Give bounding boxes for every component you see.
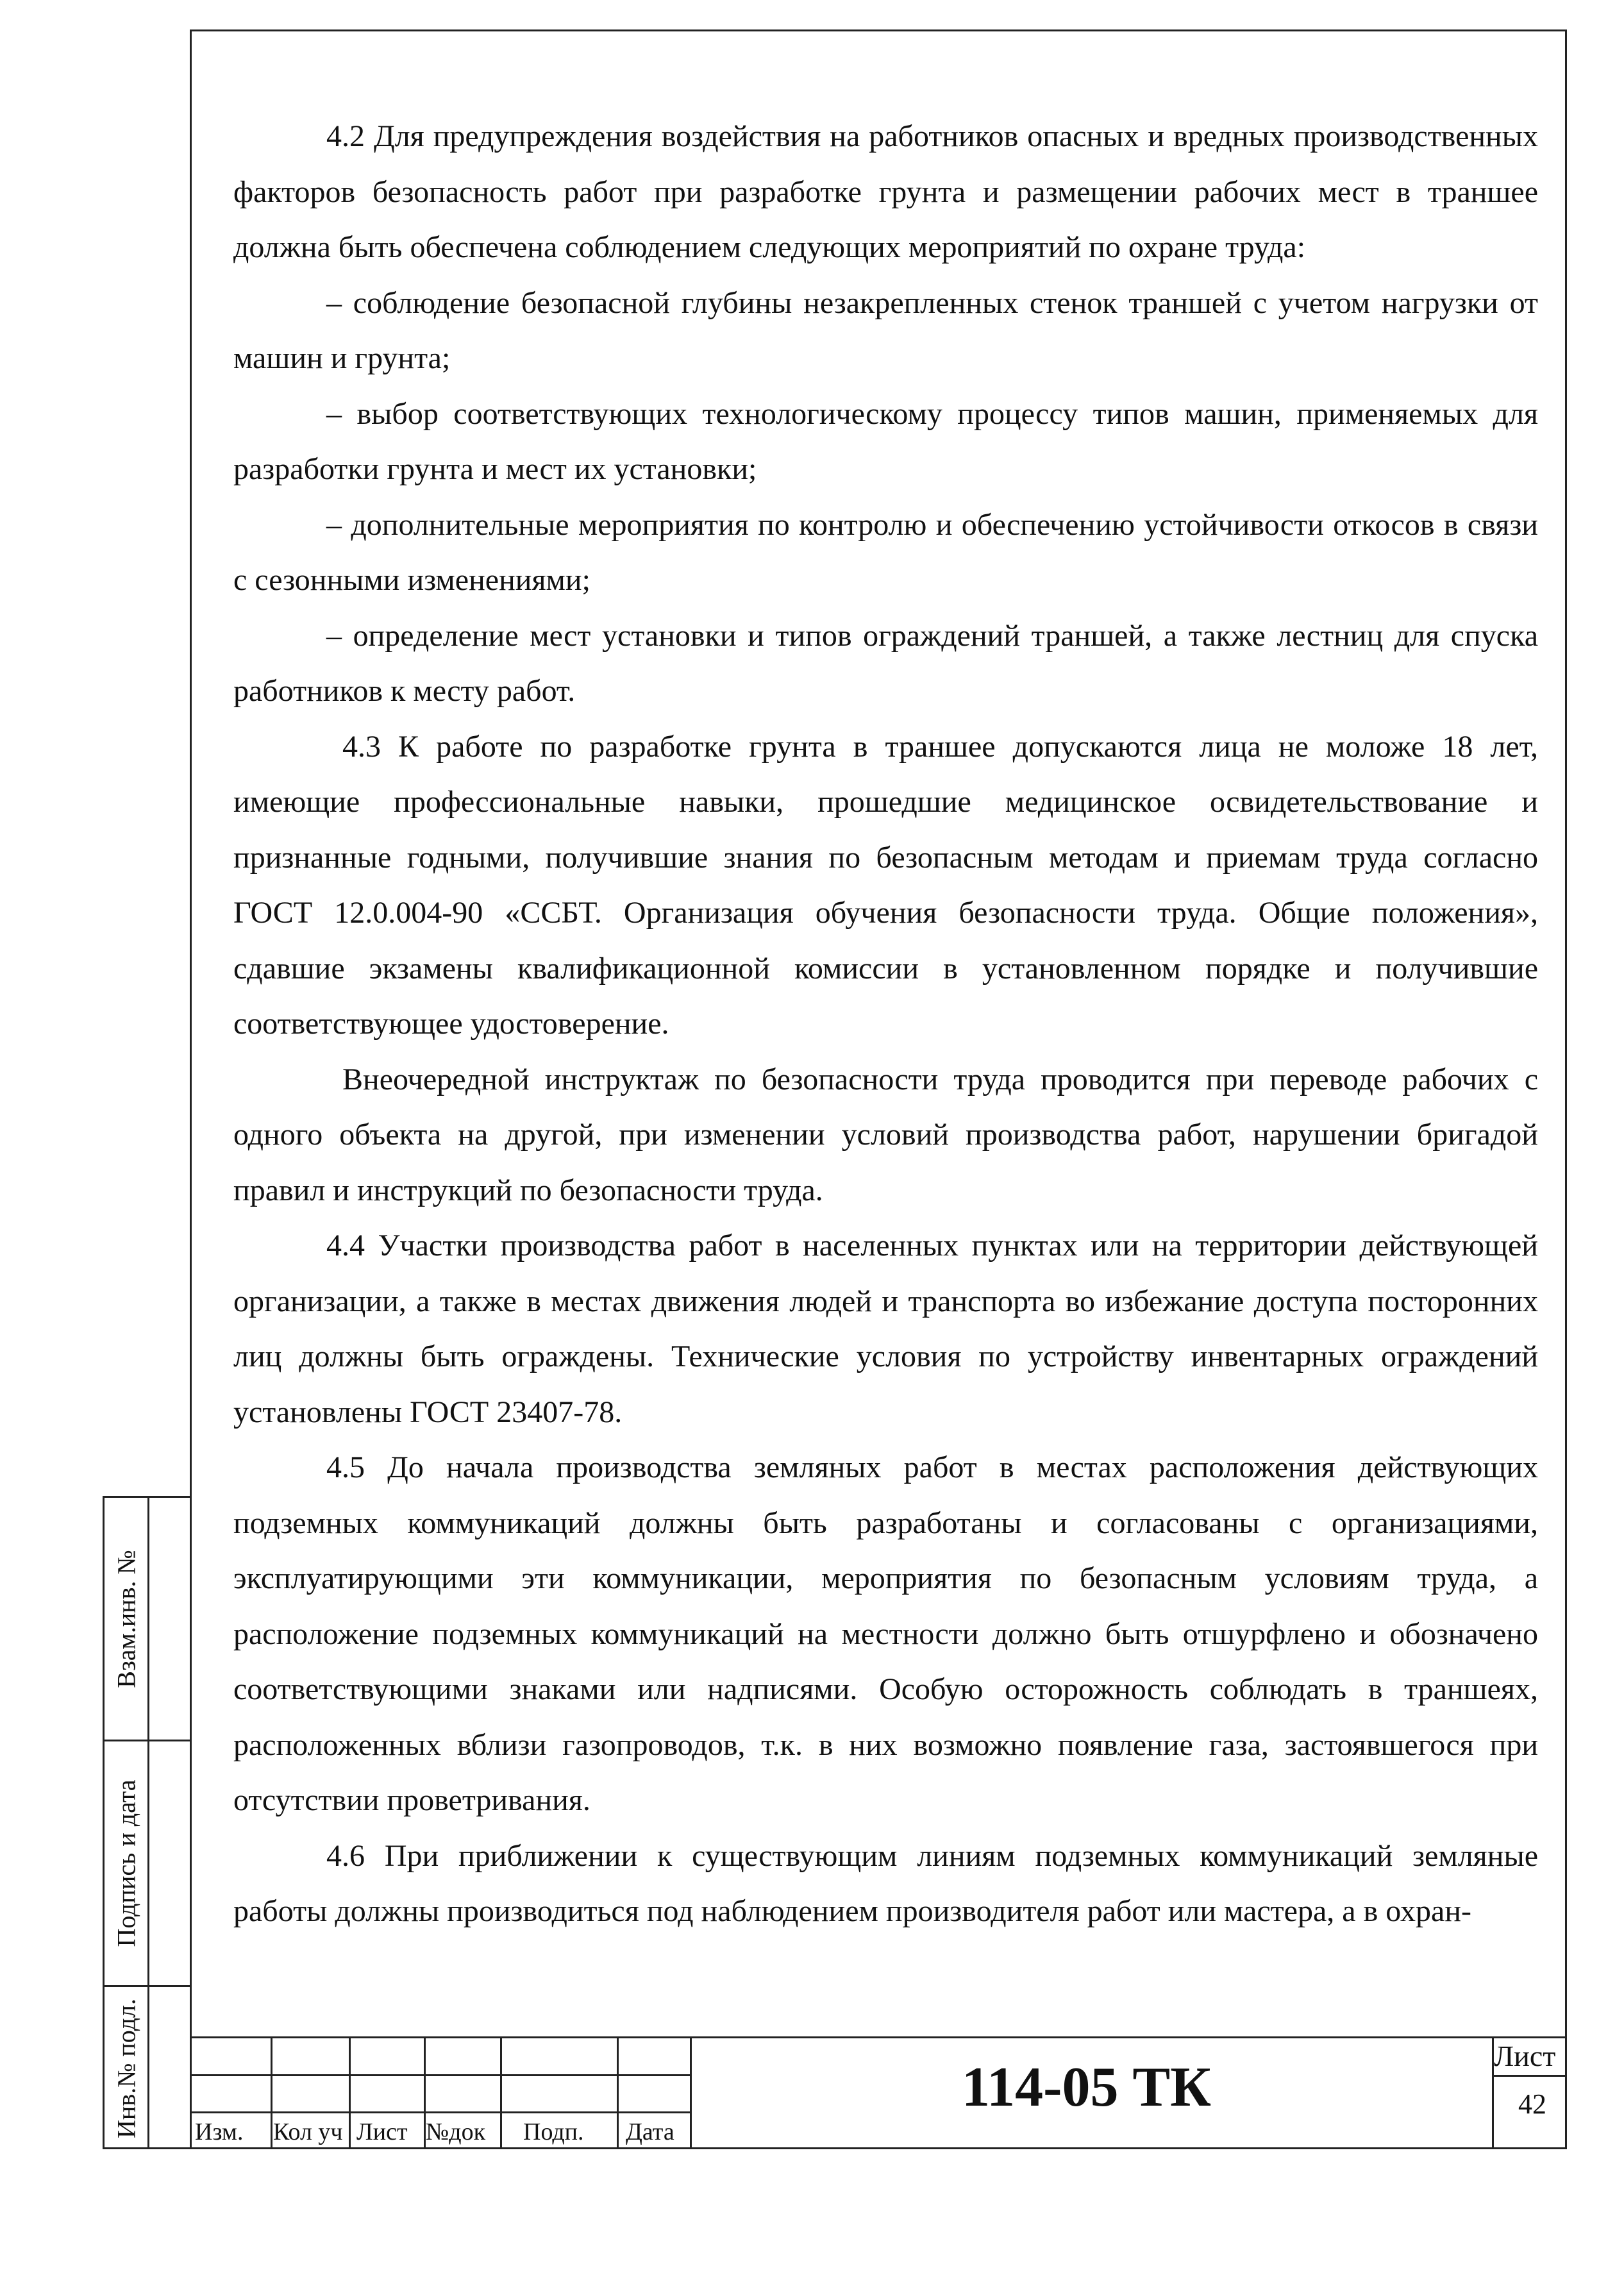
side-cell-vzam (105, 1498, 190, 1740)
list-item: – соблюдение безопасной глубины незакрепленных стенок траншей с учетом нагрузки от машин и грунта; (233, 285, 1538, 375)
stamp-list-label: Лист (356, 2118, 408, 2145)
stamp-kol-label: Кол уч (273, 2118, 343, 2145)
stamp-izm-label: Изм. (195, 2118, 244, 2145)
paragraph-4-5: 4.5 До начала производства земляных работ в местах расположения действующих подземных коммуникаций должны быть разработаны и согласованы с организациями, эксплуатирующими эти коммуникации, мероприятия по безопасным условиям труда, а расположение подземных коммуникаций на местности должно быть отшурфлено и обозначено соответствующими знаками или надписями. Особую осторожность соблюдать в траншеях, расположенных вблизи газопроводов, т.к. в них возможно появление газа, застоявшегося при отсутствии проветривания. (233, 1450, 1538, 1817)
paragraph-4-6: 4.6 При приближении к существующим линиям подземных коммуникаций земляные работы должны производиться под наблюдением производителя работ или мастера, а в охран- (233, 1838, 1538, 1928)
stamp-data-label: Дата (626, 2118, 674, 2145)
side-cell-inv (105, 1987, 190, 2149)
side-label-vzam: Взам.инв. № (112, 1549, 140, 1688)
paragraph-4-3: 4.3 К работе по разработке грунта в траншее допускаются лица не моложе 18 лет, имеющие профессиональные навыки, прошедшие медицинское освидетельствование и признанные годными, получившие знания по безопасным методам и приемам труда согласно ГОСТ 12.0.004-90 «ССБТ. Организация обучения безопасности труда. Общие положения», сдавшие экзамены квалификационной комиссии в установленном порядке и получившие соответствующее удостоверение. (233, 729, 1538, 1041)
side-label-inv: Инв.№ подл. (112, 1998, 140, 2138)
paragraph-4-4: 4.4 Участки производства работ в населенных пунктах или на территории действующей организации, а также в местах движения людей и транспорта во избежание доступа посторонних лиц должны быть ограждены. Технические условия по устройству инвентарных ограждений установлены ГОСТ 23407-78. (233, 1229, 1538, 1429)
paragraph-instruction: Внеочередной инструктаж по безопасности труда проводится при переводе рабочих с одного объекта на другой, при изменении условий производства работ, нарушении бригадой правил и инструкций по безопасности труда. (233, 1062, 1538, 1207)
list-item: – дополнительные мероприятия по контролю и обеспечению устойчивости откосов в связи с сезонными изменениями; (233, 507, 1538, 597)
sheet-label: Лист (1494, 2040, 1556, 2072)
side-margin-column (103, 1496, 190, 2149)
paragraph-4-2: 4.2 Для предупреждения воздействия на работников опасных и вредных производственных факторов безопасность работ при разработке грунта и размещении рабочих мест в траншее должна быть обеспечена соблюдением следующих мероприятий по охране труда: (233, 119, 1538, 264)
list-item: – выбор соответствующих технологическому процессу типов машин, применяемых для разработки грунта и мест их установки; (233, 396, 1538, 486)
side-cell-podpis (105, 1741, 190, 1985)
document-code: 114-05 ТК (962, 2056, 1211, 2118)
document-body (233, 109, 1538, 1940)
stamp-ndok-label: №док (426, 2118, 486, 2145)
side-label-podpis: Подпись и дата (112, 1779, 140, 1947)
stamp-podp-label: Подп. (523, 2118, 584, 2145)
sheet-number: 42 (1518, 2088, 1546, 2120)
list-item: – определение мест установки и типов ограждений траншей, а также лестниц для спуска работников к месту работ. (233, 618, 1538, 708)
